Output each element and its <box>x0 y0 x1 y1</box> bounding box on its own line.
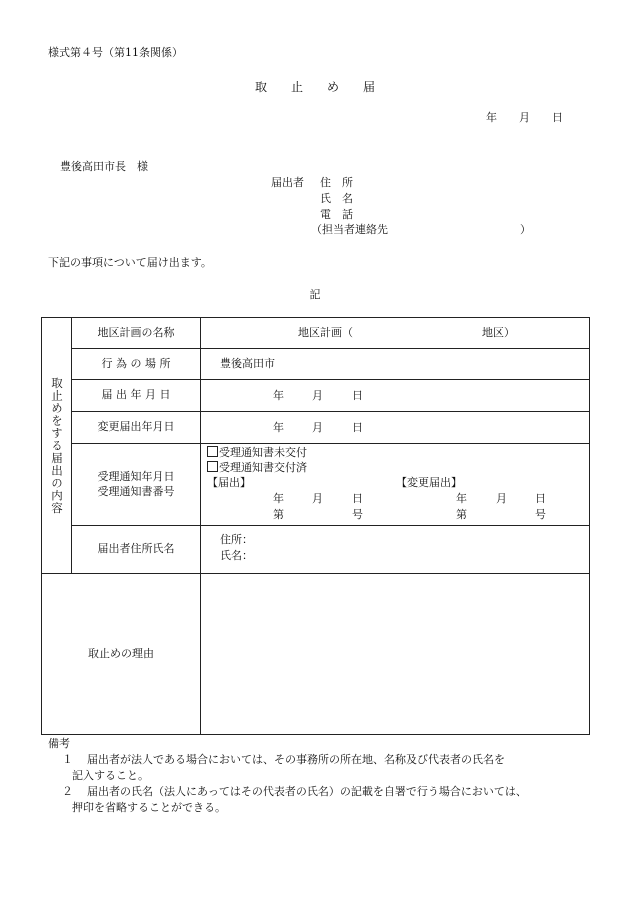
notice-filing-day: 日 <box>352 492 363 505</box>
ki-mark: 記 <box>309 288 321 301</box>
plan-name-value[interactable] <box>201 318 590 349</box>
notice-label-line2: 受理通知書番号 <box>97 484 175 498</box>
change-date-value[interactable] <box>201 412 590 444</box>
checkbox-issued-label: 受理通知書交付済 <box>219 461 307 474</box>
date-line: 年 月 日 <box>486 111 563 124</box>
checkbox-not-issued[interactable] <box>207 446 307 460</box>
filing-month: 月 <box>312 389 323 402</box>
row-notifier <box>42 526 590 574</box>
side-label-cell <box>42 318 72 574</box>
notice-filing-go: 号 <box>352 508 363 521</box>
notice-filing-dai: 第 <box>273 508 284 521</box>
location-label: 行 為 の 場 所 <box>72 349 201 380</box>
notice-filing-month: 月 <box>312 492 323 505</box>
notice-label-line1: 受理通知年月日 <box>97 470 175 484</box>
remark-2-number: ２ <box>62 785 73 798</box>
page-title: 取 止 め 届 <box>254 80 375 94</box>
name-label: 氏 名 <box>320 192 353 205</box>
remark-2-line2: 押印を省略することができる。 <box>72 801 226 814</box>
notifier-row-label: 届出者住所氏名 <box>72 526 201 574</box>
notice-change-go: 号 <box>535 508 546 521</box>
row-filing-date <box>42 380 590 412</box>
form-number: 様式第４号（第11条関係） <box>48 46 183 59</box>
filing-heading: 【届出】 <box>207 476 251 489</box>
notifier-address: 住所： <box>220 533 253 546</box>
remark-2-line1: 届出者の氏名（法人にあってはその代表者の氏名）の記載を自署で行う場合においては、 <box>87 785 527 798</box>
side-label: 取止めをする届出の内容 <box>49 376 64 515</box>
filing-date-label: 届 出 年 月 日 <box>72 380 201 412</box>
plan-name-label: 地区計画の名称 <box>72 318 201 349</box>
notice-change-month: 月 <box>496 492 507 505</box>
remarks-heading: 備考 <box>48 737 70 750</box>
notifier-name: 氏名： <box>220 549 253 562</box>
row-reason <box>42 574 590 735</box>
checkbox-not-issued-label: 受理通知書未交付 <box>219 446 307 459</box>
notifier-value[interactable] <box>201 526 590 574</box>
change-year: 年 <box>273 421 284 434</box>
location-value: 豊後高田市 <box>220 357 275 370</box>
change-month: 月 <box>312 421 323 434</box>
addressee: 豊後高田市長 様 <box>60 160 148 173</box>
reason-label: 取止めの理由 <box>42 574 201 735</box>
filing-day: 日 <box>352 389 363 402</box>
remark-1-line1: 届出者が法人である場合においては、その事務所の所在地、名称及び代表者の氏名を <box>87 753 505 766</box>
plan-name-suffix: 地区） <box>482 326 515 339</box>
notice-filing-year: 年 <box>273 492 284 505</box>
filing-year: 年 <box>273 389 284 402</box>
row-notice <box>42 444 590 526</box>
row-change-date <box>42 412 590 444</box>
change-heading: 【変更届出】 <box>396 476 462 489</box>
notice-label-cell <box>72 444 201 526</box>
intro-text: 下記の事項について届け出ます。 <box>48 256 212 269</box>
notice-value <box>201 444 590 526</box>
change-day: 日 <box>352 421 363 434</box>
row-plan-name <box>42 318 590 349</box>
plan-name-prefix: 地区計画（ <box>298 326 353 339</box>
notice-change-day: 日 <box>535 492 546 505</box>
checkbox-issued[interactable] <box>207 461 307 475</box>
remark-1-number: １ <box>62 753 73 766</box>
address-label: 住 所 <box>320 176 353 189</box>
row-location <box>42 349 590 380</box>
location-value-cell[interactable] <box>201 349 590 380</box>
reason-value[interactable] <box>201 574 590 735</box>
notice-change-year: 年 <box>456 492 467 505</box>
notifier-label: 届出者 <box>271 176 304 189</box>
filing-date-value[interactable] <box>201 380 590 412</box>
checkbox-icon <box>207 446 218 457</box>
contact-label: （担当者連絡先 ） <box>311 223 531 236</box>
notice-change-dai: 第 <box>456 508 467 521</box>
notification-table <box>41 317 590 735</box>
checkbox-icon <box>207 461 218 472</box>
remark-1-line2: 記入すること。 <box>72 769 149 782</box>
change-date-label: 変更届出年月日 <box>72 412 201 444</box>
phone-label: 電 話 <box>320 208 353 221</box>
